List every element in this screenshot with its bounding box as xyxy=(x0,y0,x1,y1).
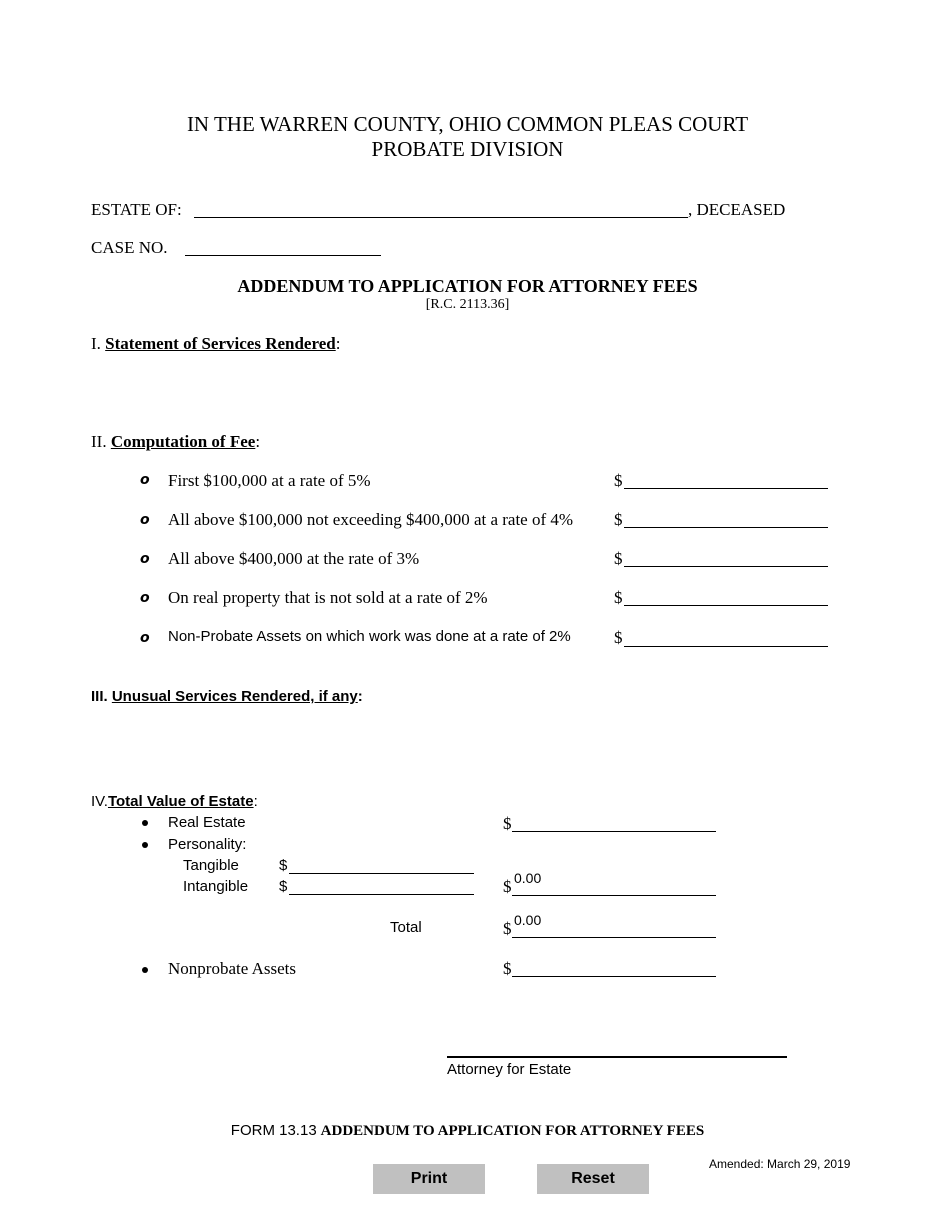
personality-label: Personality: xyxy=(168,836,247,853)
circle-bullet-icon: o xyxy=(140,630,150,646)
currency-symbol: $ xyxy=(503,919,512,938)
currency-symbol: $ xyxy=(614,471,623,490)
section-4-number: IV. xyxy=(91,793,108,810)
currency-symbol: $ xyxy=(503,814,512,833)
circle-bullet-icon: o xyxy=(140,551,150,567)
real-estate-input[interactable] xyxy=(516,813,714,831)
section-4-colon: : xyxy=(253,793,258,810)
circle-bullet-icon: o xyxy=(140,512,150,528)
section-1-title: Statement of Services Rendered xyxy=(105,334,336,353)
reset-button[interactable]: Reset xyxy=(537,1164,649,1194)
footer-form-line xyxy=(0,1122,935,1140)
total-label: Total xyxy=(390,919,422,936)
personality-total-underline xyxy=(512,895,716,896)
fee-2-input[interactable] xyxy=(628,509,826,527)
circle-bullet-icon: o xyxy=(140,590,150,606)
section-1-heading xyxy=(91,334,340,354)
section-2-colon: : xyxy=(255,432,261,451)
division-name: PROBATE DIVISION xyxy=(371,137,564,161)
signature-line xyxy=(447,1056,787,1058)
real-estate-label: Real Estate xyxy=(168,814,246,831)
section-2-number: II. xyxy=(91,432,107,451)
estate-name-input[interactable] xyxy=(196,198,686,216)
currency-symbol: $ xyxy=(279,857,288,874)
section-3-colon: : xyxy=(357,688,363,705)
section-3-title: Unusual Services Rendered, if any xyxy=(111,688,358,705)
case-underline xyxy=(185,255,381,256)
case-label: CASE NO. xyxy=(91,238,168,257)
currency-symbol: $ xyxy=(614,510,623,529)
section-2-title: Computation of Fee xyxy=(110,432,256,451)
bullet-icon xyxy=(142,842,148,848)
section-3-number: III. xyxy=(91,688,108,705)
unusual-services-input[interactable] xyxy=(110,712,830,782)
print-button[interactable]: Print xyxy=(373,1164,485,1194)
section-1-colon: : xyxy=(335,334,341,353)
tangible-input[interactable] xyxy=(292,856,472,873)
intangible-label: Intangible xyxy=(183,878,249,895)
services-rendered-input[interactable] xyxy=(110,358,830,418)
circle-bullet-icon: o xyxy=(140,472,150,488)
footer-form-title: ADDENDUM TO APPLICATION FOR ATTORNEY FEES xyxy=(320,1123,705,1139)
nonprobate-underline xyxy=(512,976,716,977)
fee-item-label: Non-Probate Assets on which work was done at a rate of 2% xyxy=(168,628,571,645)
form-number: FORM 13.13 xyxy=(230,1122,317,1139)
estate-underline xyxy=(194,217,688,218)
fee-5-input[interactable] xyxy=(628,627,826,645)
currency-symbol: $ xyxy=(614,628,623,647)
section-2-heading xyxy=(91,432,260,452)
tangible-underline xyxy=(289,873,474,874)
currency-symbol: $ xyxy=(503,877,512,896)
fee-underline xyxy=(624,646,828,647)
fee-item-label: All above $400,000 at the rate of 3% xyxy=(168,549,420,568)
case-number-input[interactable] xyxy=(187,236,379,254)
fee-underline xyxy=(624,488,828,489)
amended-date: Amended: March 29, 2019 xyxy=(709,1157,851,1171)
total-value-field[interactable] xyxy=(514,911,714,929)
section-1-number: I. xyxy=(91,334,101,353)
court-name: IN THE WARREN COUNTY, OHIO COMMON PLEAS COURT xyxy=(186,112,749,136)
intangible-underline xyxy=(289,894,474,895)
section-4-title: Total Value of Estate xyxy=(107,793,254,810)
deceased-label: , DECEASED xyxy=(688,200,786,219)
nonprobate-label: Nonprobate Assets xyxy=(168,959,296,978)
personality-total-field[interactable] xyxy=(514,869,714,887)
estate-label: ESTATE OF: xyxy=(91,200,182,219)
tangible-label: Tangible xyxy=(183,857,239,874)
nonprobate-input[interactable] xyxy=(516,958,714,976)
fee-4-input[interactable] xyxy=(628,587,826,605)
bullet-icon xyxy=(142,820,148,826)
statute-citation: [R.C. 2113.36] xyxy=(425,297,510,312)
currency-symbol: $ xyxy=(614,549,623,568)
fee-item-label: All above $100,000 not exceeding $400,000 at a rate of 4% xyxy=(168,510,574,529)
bullet-icon xyxy=(142,967,148,973)
fee-3-input[interactable] xyxy=(628,548,826,566)
form-title: ADDENDUM TO APPLICATION FOR ATTORNEY FEES xyxy=(237,276,698,296)
fee-item-label: On real property that is not sold at a rate of 2% xyxy=(168,588,488,607)
fee-item-label: First $100,000 at a rate of 5% xyxy=(168,471,371,490)
intangible-input[interactable] xyxy=(292,877,472,894)
fee-underline xyxy=(624,605,828,606)
fee-underline xyxy=(624,527,828,528)
currency-symbol: $ xyxy=(503,959,512,978)
currency-symbol: $ xyxy=(614,588,623,607)
real-estate-underline xyxy=(512,831,716,832)
fee-1-input[interactable] xyxy=(628,470,826,488)
total-underline xyxy=(512,937,716,938)
section-3-heading xyxy=(91,688,363,705)
section-4-heading xyxy=(91,793,258,810)
fee-underline xyxy=(624,566,828,567)
currency-symbol: $ xyxy=(279,878,288,895)
signature-label: Attorney for Estate xyxy=(447,1061,572,1078)
